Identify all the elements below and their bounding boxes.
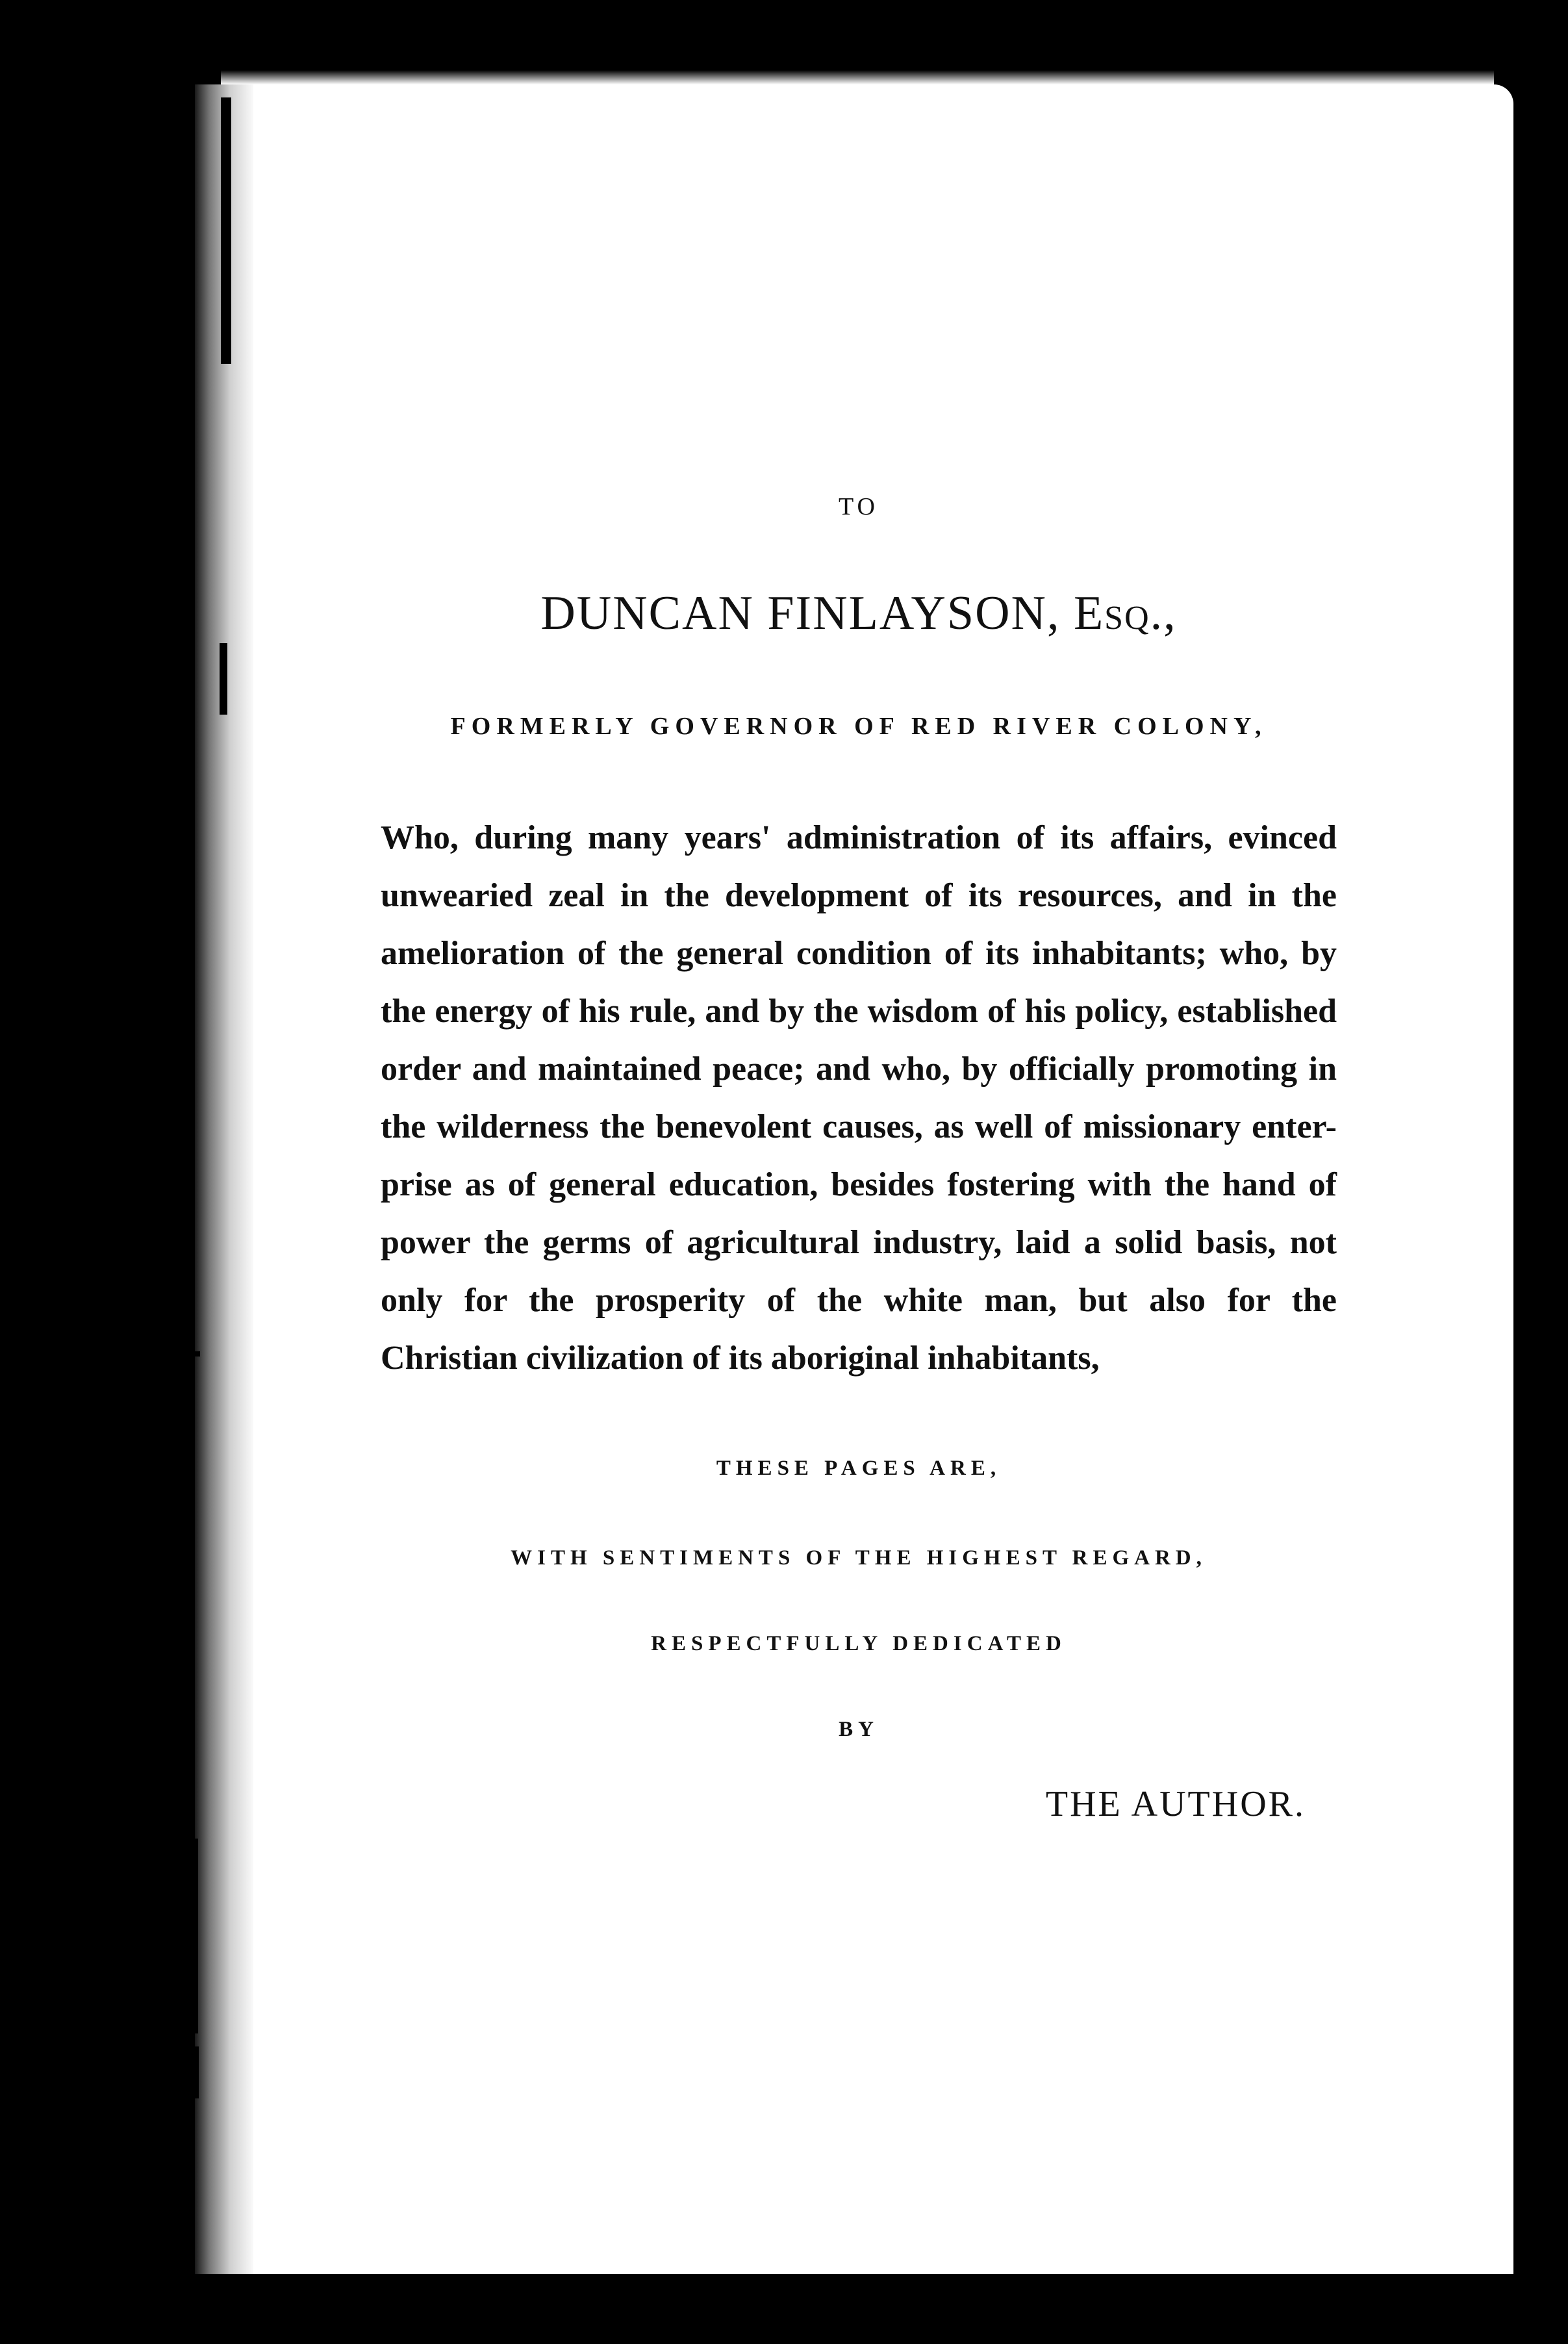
dedicatee-name-text: DUNCAN FINLAYSON, bbox=[540, 587, 1061, 640]
binding-mark bbox=[133, 0, 138, 32]
binding-mark bbox=[192, 1839, 198, 2033]
dedication-body bbox=[381, 809, 1337, 1387]
body-line: Christian civilization of its aboriginal inhabitants, bbox=[381, 1340, 1100, 1377]
respectfully-line: RESPECTFULLY DEDICATED bbox=[651, 1632, 1067, 1655]
body-line: prise as of general education, besides fostering with the hand of bbox=[381, 1166, 1337, 1203]
dedication-to: TO bbox=[839, 493, 879, 520]
page-gutter-shadow bbox=[195, 84, 253, 2274]
body-line: the energy of his rule, and by the wisdom of his policy, established bbox=[381, 993, 1337, 1030]
body-line: the wilderness the benevolent causes, as well of missionary enter- bbox=[381, 1108, 1337, 1145]
body-line: only for the prosperity of the white man, but also for the bbox=[381, 1282, 1337, 1319]
binding-mark bbox=[221, 97, 231, 364]
these-pages-line: THESE PAGES ARE, bbox=[716, 1457, 1002, 1480]
page-top-edge bbox=[221, 70, 1494, 84]
author-signature: THE AUTHOR. bbox=[1045, 1784, 1306, 1824]
binding-mark bbox=[195, 1351, 200, 1357]
body-line: order and maintained peace; and who, by officially promoting in bbox=[381, 1051, 1337, 1088]
body-line: amelioration of the general condition of its inhabitants; who, by bbox=[381, 935, 1337, 972]
body-line: power the germs of agricultural industry, laid a solid basis, not bbox=[381, 1224, 1337, 1261]
sentiments-line: WITH SENTIMENTS OF THE HIGHEST REGARD, bbox=[511, 1546, 1207, 1570]
binding-mark bbox=[190, 2046, 199, 2098]
by-line: BY bbox=[839, 1718, 879, 1741]
dedicatee-office: FORMERLY GOVERNOR OF RED RIVER COLONY, bbox=[450, 713, 1267, 740]
body-line: unwearied zeal in the development of its resources, and in the bbox=[381, 877, 1337, 914]
binding-mark bbox=[220, 643, 227, 715]
body-line: Who, during many years' administration of its affairs, evinced bbox=[381, 819, 1337, 856]
dedicatee-name bbox=[381, 586, 1337, 641]
dedicatee-title: Esq., bbox=[1073, 587, 1177, 640]
